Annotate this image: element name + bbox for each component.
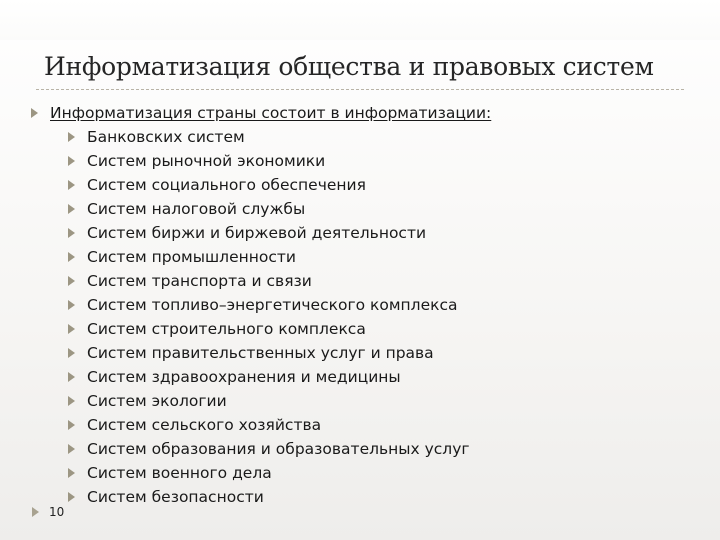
top-band bbox=[0, 0, 720, 40]
slide-title: Информатизация общества и правовых систем bbox=[44, 52, 654, 81]
triangle-bullet-icon bbox=[68, 492, 75, 502]
list-item-label: Систем сельского хозяйства bbox=[87, 416, 322, 434]
list-item-label: Систем экологии bbox=[87, 392, 227, 410]
list-item bbox=[68, 343, 434, 363]
list-item bbox=[68, 319, 366, 339]
list-item bbox=[68, 439, 470, 459]
list-item bbox=[68, 367, 401, 387]
triangle-bullet-icon bbox=[68, 444, 75, 454]
triangle-bullet-icon bbox=[68, 204, 75, 214]
triangle-bullet-icon bbox=[68, 300, 75, 310]
page-number: 10 bbox=[49, 505, 65, 519]
list-item bbox=[68, 415, 321, 435]
list-item-label: Систем промышленности bbox=[87, 248, 296, 266]
list-item-label: Систем рыночной экономики bbox=[87, 152, 326, 170]
list-item-label: Систем транспорта и связи bbox=[87, 272, 312, 290]
triangle-bullet-icon bbox=[68, 468, 75, 478]
title-divider bbox=[36, 89, 684, 90]
list-item-label: Систем биржи и биржевой деятельности bbox=[87, 224, 427, 242]
list-item bbox=[68, 391, 227, 411]
lead-bullet-row bbox=[31, 103, 491, 123]
triangle-bullet-icon bbox=[68, 228, 75, 238]
list-item bbox=[68, 487, 264, 507]
list-item bbox=[68, 175, 366, 195]
list-item-label: Систем правительственных услуг и права bbox=[87, 344, 434, 362]
list-item bbox=[68, 223, 426, 243]
list-item-label: Систем социального обеспечения bbox=[87, 176, 366, 194]
triangle-bullet-icon bbox=[31, 108, 38, 118]
list-item bbox=[68, 199, 305, 219]
list-item-label: Систем военного дела bbox=[87, 464, 272, 482]
list-item-label: Систем строительного комплекса bbox=[87, 320, 366, 338]
list-item bbox=[68, 463, 272, 483]
list-item bbox=[68, 247, 296, 267]
triangle-bullet-icon bbox=[68, 420, 75, 430]
triangle-bullet-icon bbox=[68, 348, 75, 358]
list-item bbox=[68, 127, 245, 147]
triangle-bullet-icon bbox=[68, 252, 75, 262]
list-item-label: Систем образования и образовательных услуг bbox=[87, 440, 470, 458]
page-marker-icon bbox=[32, 507, 39, 517]
list-item-label: Систем налоговой службы bbox=[87, 200, 306, 218]
triangle-bullet-icon bbox=[68, 180, 75, 190]
list-item-label: Систем здравоохранения и медицины bbox=[87, 368, 401, 386]
lead-text: Информатизация страны состоит в информатизации: bbox=[50, 104, 492, 122]
triangle-bullet-icon bbox=[68, 396, 75, 406]
list-item-label: Банковских систем bbox=[87, 128, 245, 146]
list-item bbox=[68, 295, 458, 315]
triangle-bullet-icon bbox=[68, 372, 75, 382]
triangle-bullet-icon bbox=[68, 324, 75, 334]
triangle-bullet-icon bbox=[68, 276, 75, 286]
triangle-bullet-icon bbox=[68, 156, 75, 166]
list-item-label: Систем топливо–энергетического комплекса bbox=[87, 296, 458, 314]
list-item-label: Систем безопасности bbox=[87, 488, 264, 506]
list-item bbox=[68, 271, 312, 291]
list-item bbox=[68, 151, 325, 171]
triangle-bullet-icon bbox=[68, 132, 75, 142]
